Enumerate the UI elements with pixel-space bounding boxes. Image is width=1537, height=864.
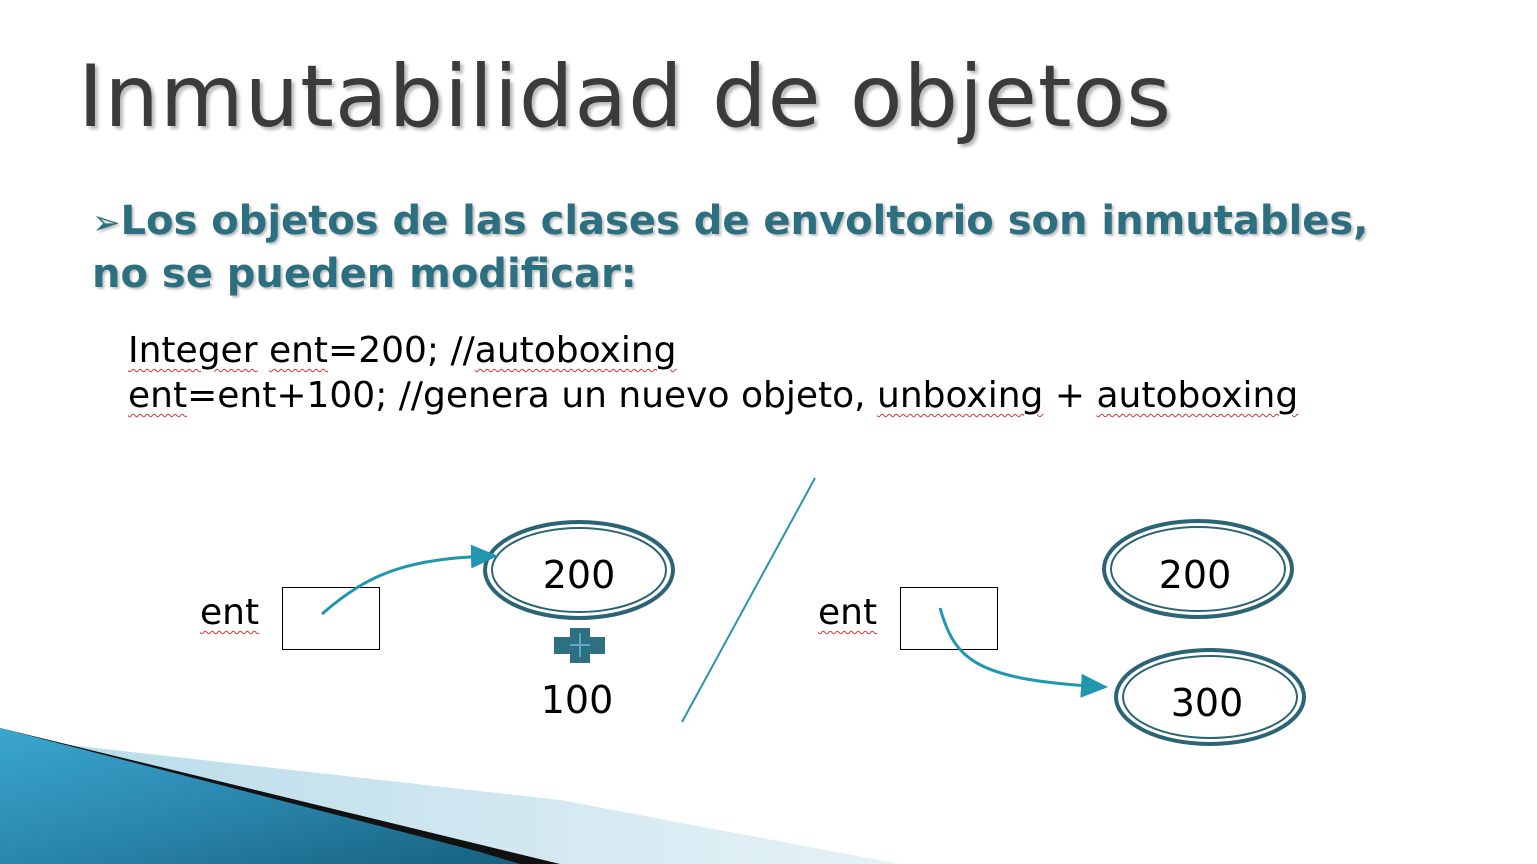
code-word: ent: [128, 375, 188, 416]
code-word: Integer: [128, 330, 258, 371]
code-word: autoboxing: [474, 330, 677, 371]
left-reference-arrow: [322, 556, 495, 614]
code-word: unboxing: [877, 375, 1044, 416]
bullet-text: Los objetos de las clases de envoltorio son inmutables, no se pueden modificar:: [92, 198, 1369, 297]
bullet-arrow-icon: ➢: [92, 203, 121, 243]
divider-line: [682, 478, 815, 722]
plus-icon: [554, 628, 605, 663]
right-new-object-value: 300: [1170, 681, 1244, 725]
right-reference-arrow: [940, 608, 1105, 687]
right-variable-label: ent: [818, 592, 878, 633]
code-text: =200; //: [328, 330, 475, 371]
code-word: ent: [268, 330, 329, 371]
left-object-value: 200: [542, 553, 616, 597]
code-word: autoboxing: [1096, 375, 1299, 416]
left-variable-label: ent: [200, 592, 260, 633]
left-operand-value: 100: [540, 678, 614, 722]
slide-title: Inmutabilidad de objetos: [78, 47, 1173, 147]
right-old-object-value: 200: [1158, 553, 1232, 597]
code-text: =ent+100; //genera un nuevo objeto,: [187, 375, 877, 416]
code-text: +: [1043, 375, 1097, 416]
